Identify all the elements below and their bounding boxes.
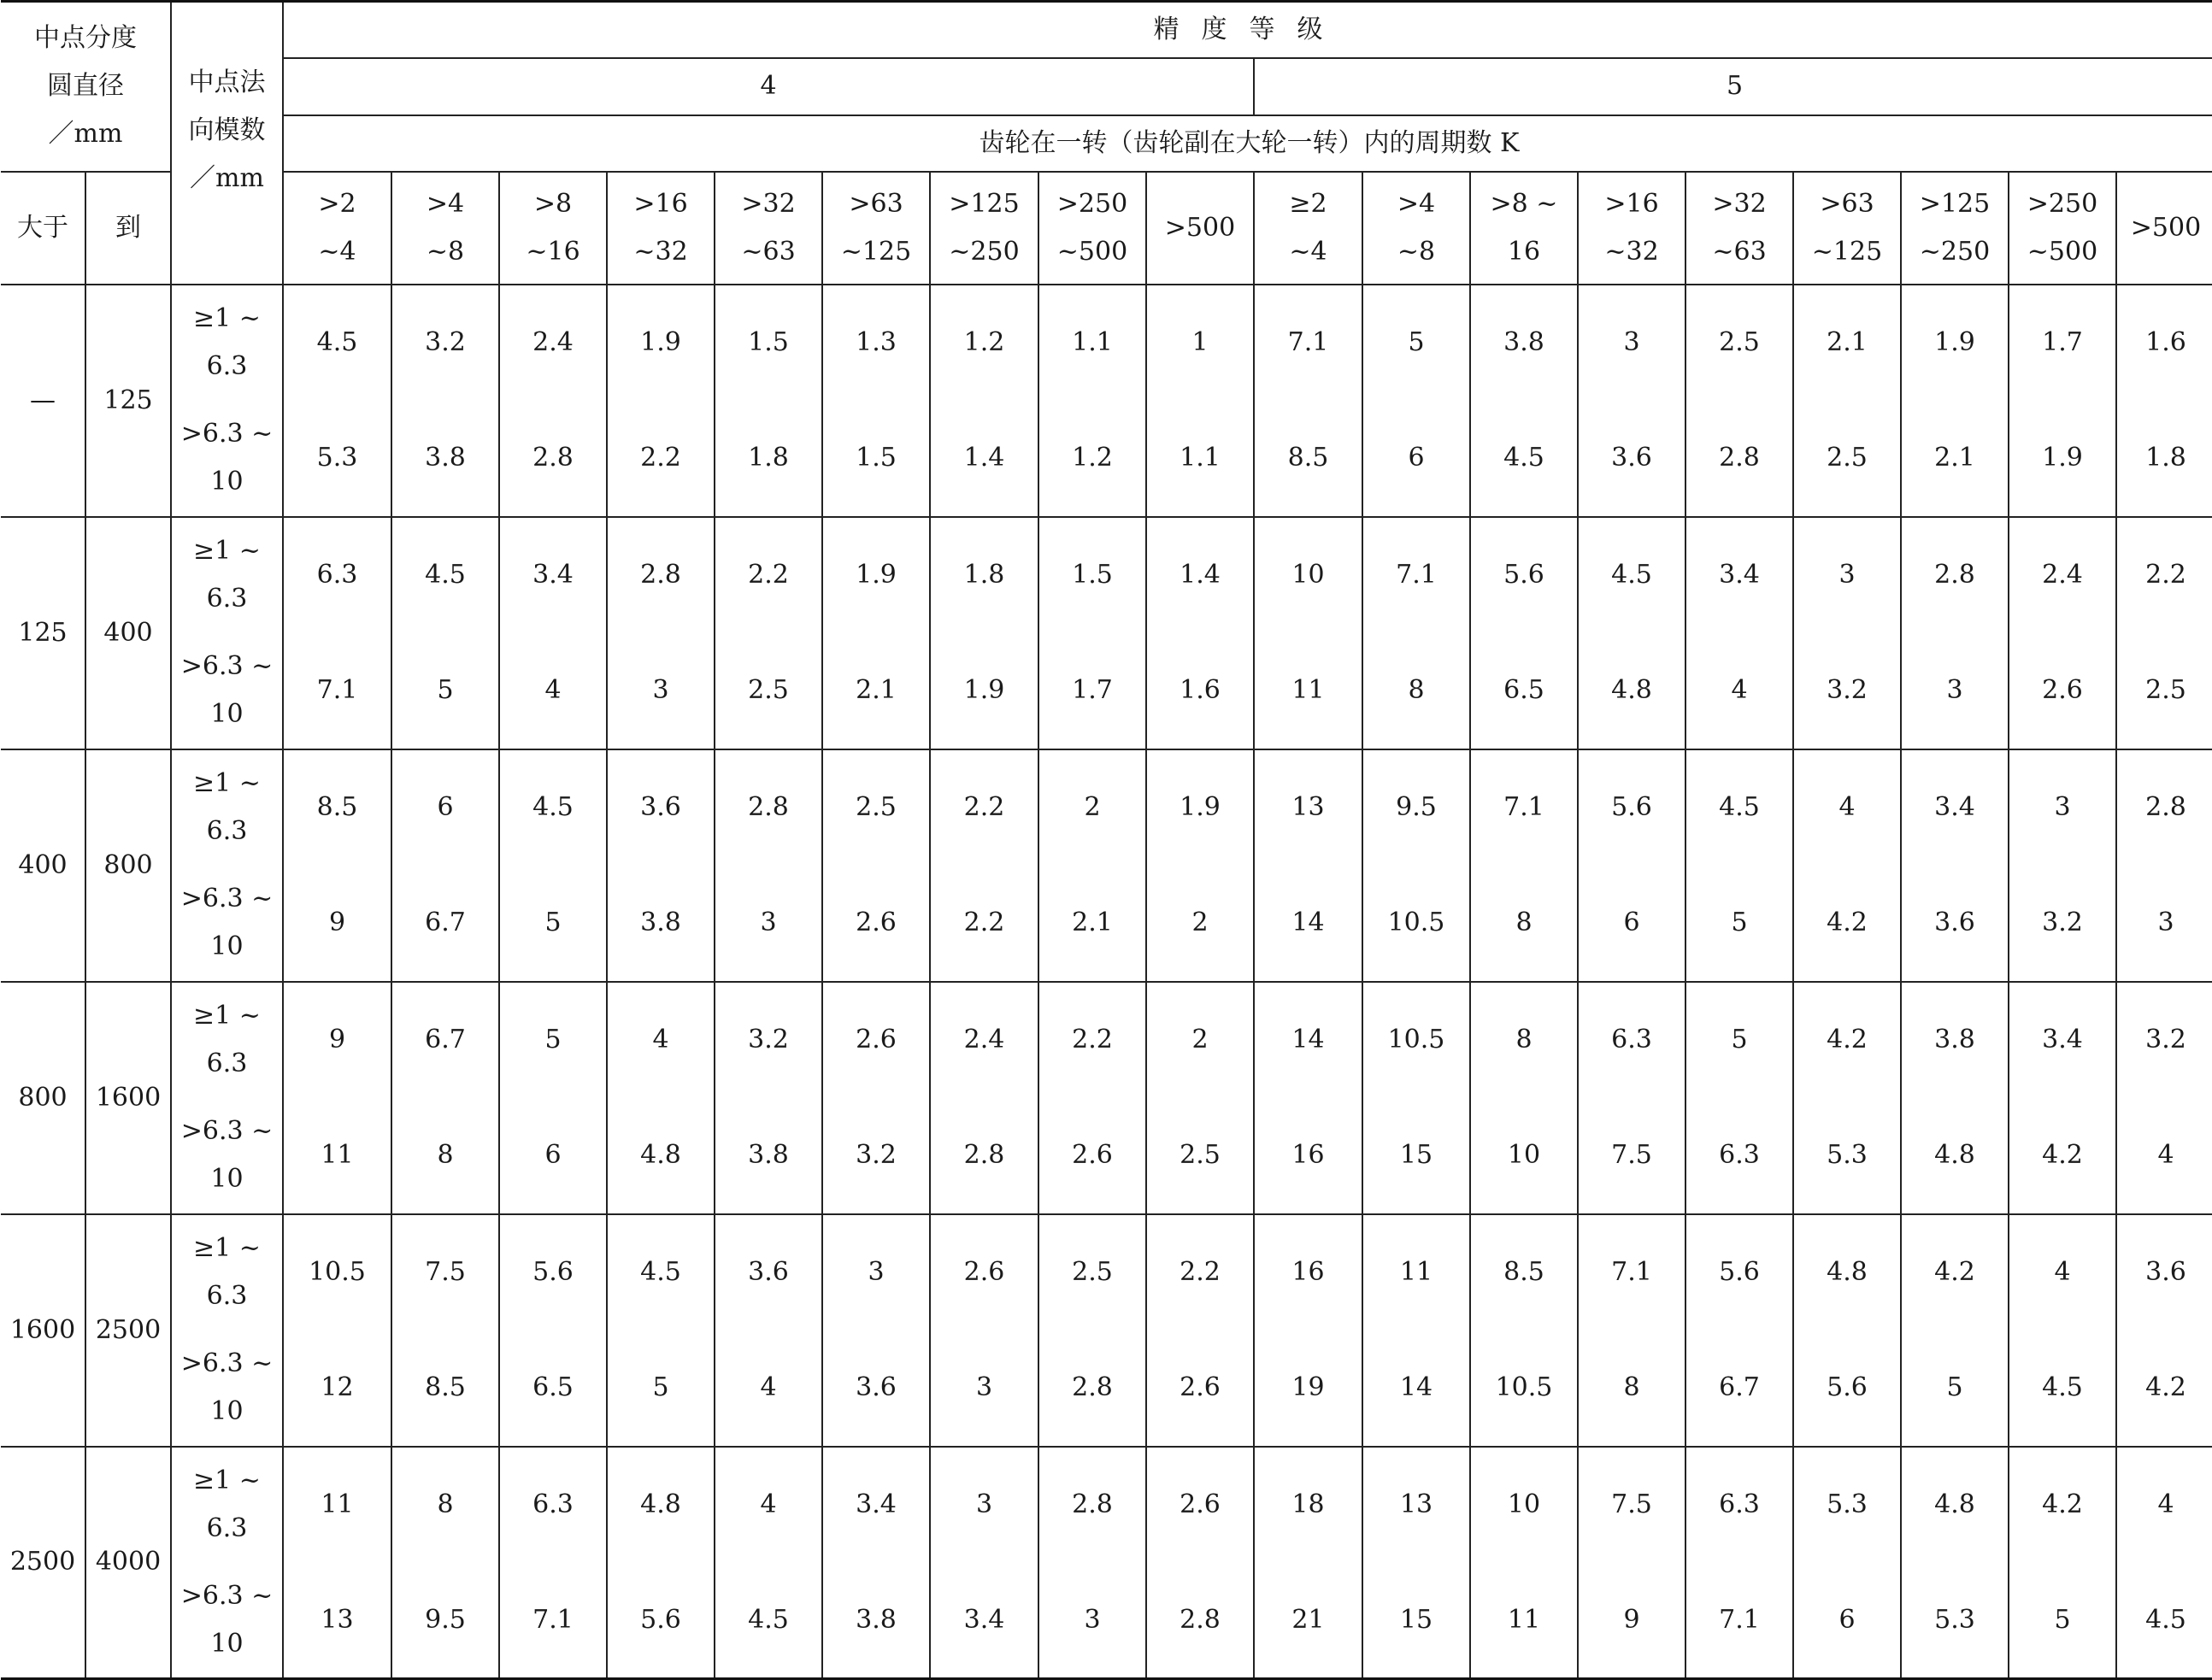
tolerance-value-cell: 5.6	[1578, 749, 1685, 866]
diameter-header: 中点分度 圆直径 ／mm	[1, 2, 171, 172]
tolerance-value-cell: 3.8	[1901, 982, 2009, 1098]
tolerance-value-cell: 8.5	[1470, 1214, 1578, 1330]
tolerance-value-cell: 1.9	[930, 633, 1038, 749]
diameter-to-cell: 800	[85, 749, 171, 982]
tolerance-value-cell: 4.5	[2116, 1563, 2212, 1679]
tolerance-value-cell: 10	[1254, 517, 1362, 633]
module-range-cell: ≥1 ~ 6.3	[171, 285, 283, 401]
tolerance-value-cell: 2.6	[2009, 633, 2116, 749]
tolerance-value-cell: 4	[2116, 1447, 2212, 1563]
tolerance-value-cell: 8.5	[283, 749, 391, 866]
diameter-to-cell: 400	[85, 517, 171, 749]
tolerance-value-cell: 2.2	[715, 517, 822, 633]
tolerance-value-cell: 4	[607, 982, 715, 1098]
tolerance-value-cell: 7.1	[1470, 749, 1578, 866]
tolerance-value-cell: 7.1	[1685, 1563, 1793, 1679]
tolerance-value-cell: 1.9	[1146, 749, 1254, 866]
tolerance-value-cell: 4	[499, 633, 607, 749]
k-column-header: >4 ~8	[1362, 172, 1470, 285]
tolerance-value-cell: 2.1	[822, 633, 930, 749]
tolerance-value-cell: 3.4	[2009, 982, 2116, 1098]
tolerance-value-cell: 1.8	[715, 401, 822, 517]
tolerance-value-cell: 3.2	[715, 982, 822, 1098]
tolerance-value-cell: 2	[1146, 982, 1254, 1098]
table-row	[1, 517, 2212, 633]
tolerance-value-cell: 1.9	[822, 517, 930, 633]
module-header: 中点法 向模数 ／mm	[171, 2, 283, 285]
module-range-cell: >6.3 ~ 10	[171, 1563, 283, 1679]
tolerance-value-cell: 5.3	[1901, 1563, 2009, 1679]
tolerance-value-cell: 4.5	[499, 749, 607, 866]
tolerance-value-cell: 3	[930, 1330, 1038, 1447]
k-column-header: >250 ~500	[2009, 172, 2116, 285]
tolerance-value-cell: 5	[391, 633, 499, 749]
module-range-cell: ≥1 ~ 6.3	[171, 1214, 283, 1330]
to-header: 到	[85, 172, 171, 285]
k-column-header: >16 ~32	[607, 172, 715, 285]
tolerance-value-cell: 13	[283, 1563, 391, 1679]
k-column-header: >125 ~250	[930, 172, 1038, 285]
module-range-cell: ≥1 ~ 6.3	[171, 1447, 283, 1563]
tolerance-value-cell: 7.5	[1578, 1447, 1685, 1563]
tolerance-value-cell: 12	[283, 1330, 391, 1447]
tolerance-value-cell: 4.5	[1578, 517, 1685, 633]
tolerance-value-cell: 2.5	[1146, 1098, 1254, 1214]
tolerance-value-cell: 3.2	[391, 285, 499, 401]
k-column-header: >8 ~16	[499, 172, 607, 285]
tolerance-value-cell: 4.8	[1793, 1214, 1901, 1330]
tolerance-value-cell: 4.8	[607, 1447, 715, 1563]
tolerance-value-cell: 8.5	[391, 1330, 499, 1447]
tolerance-value-cell: 15	[1362, 1098, 1470, 1214]
tolerance-value-cell: 9	[1578, 1563, 1685, 1679]
tolerance-value-cell: 1.5	[715, 285, 822, 401]
tolerance-value-cell: 2.8	[1038, 1447, 1146, 1563]
table-row	[1, 749, 2212, 866]
tolerance-value-cell: 1.4	[1146, 517, 1254, 633]
tolerance-value-cell: 3.4	[499, 517, 607, 633]
tolerance-value-cell: 6.7	[1685, 1330, 1793, 1447]
k-column-header: >500	[2116, 172, 2212, 285]
tolerance-value-cell: 1.7	[1038, 633, 1146, 749]
tolerance-value-cell: 5.6	[607, 1563, 715, 1679]
tolerance-value-cell: 7.1	[1578, 1214, 1685, 1330]
tolerance-value-cell: 10	[1470, 1098, 1578, 1214]
tolerance-value-cell: 3.6	[1901, 866, 2009, 982]
tolerance-value-cell: 11	[1362, 1214, 1470, 1330]
table-row	[1, 982, 2212, 1098]
tolerance-value-cell: 2.5	[1793, 401, 1901, 517]
cycles-header: 齿轮在一转（齿轮副在大轮一转）内的周期数 K	[283, 115, 2212, 172]
k-column-header: ≥2 ~4	[1254, 172, 1362, 285]
tolerance-value-cell: 3.8	[391, 401, 499, 517]
tolerance-value-cell: 7.1	[499, 1563, 607, 1679]
accuracy-grade-header: 精度等级	[283, 2, 2212, 58]
tolerance-value-cell: 14	[1254, 866, 1362, 982]
diameter-from-cell: 125	[1, 517, 85, 749]
tolerance-value-cell: 7.5	[391, 1214, 499, 1330]
tolerance-value-cell: 6.3	[1578, 982, 1685, 1098]
k-column-header: >32 ~63	[715, 172, 822, 285]
tolerance-value-cell: 1.8	[2116, 401, 2212, 517]
tolerance-value-cell: 5.6	[1685, 1214, 1793, 1330]
tolerance-value-cell: 2.6	[1146, 1447, 1254, 1563]
diameter-from-cell: 2500	[1, 1447, 85, 1679]
tolerance-value-cell: 14	[1254, 982, 1362, 1098]
table-row	[1, 1214, 2212, 1330]
tolerance-value-cell: 3.4	[1901, 749, 2009, 866]
tolerance-value-cell: 1.5	[822, 401, 930, 517]
tolerance-value-cell: 1.2	[1038, 401, 1146, 517]
tolerance-value-cell: 4	[715, 1330, 822, 1447]
tolerance-value-cell: 4.5	[2009, 1330, 2116, 1447]
tolerance-value-cell: 3	[822, 1214, 930, 1330]
k-column-header: >2 ~4	[283, 172, 391, 285]
tolerance-value-cell: 2.8	[499, 401, 607, 517]
tolerance-value-cell: 4	[2116, 1098, 2212, 1214]
tolerance-value-cell: 6.7	[391, 982, 499, 1098]
tolerance-value-cell: 2.8	[1685, 401, 1793, 517]
tolerance-value-cell: 5	[607, 1330, 715, 1447]
tolerance-value-cell: 2.5	[715, 633, 822, 749]
tolerance-value-cell: 3	[2009, 749, 2116, 866]
tolerance-value-cell: 3.8	[607, 866, 715, 982]
tolerance-value-cell: 2.8	[715, 749, 822, 866]
tolerance-value-cell: 8	[391, 1098, 499, 1214]
diameter-to-cell: 125	[85, 285, 171, 517]
tolerance-value-cell: 4	[1685, 633, 1793, 749]
tolerance-value-cell: 9	[283, 982, 391, 1098]
tolerance-value-cell: 2.2	[930, 749, 1038, 866]
tolerance-value-cell: 5.6	[1470, 517, 1578, 633]
tolerance-value-cell: 9.5	[391, 1563, 499, 1679]
tolerance-value-cell: 3	[2116, 866, 2212, 982]
tolerance-value-cell: 2.8	[1901, 517, 2009, 633]
tolerance-value-cell: 1.5	[1038, 517, 1146, 633]
tolerance-value-cell: 2.5	[1685, 285, 1793, 401]
grade-4-header: 4	[283, 58, 1254, 115]
tolerance-value-cell: 2.6	[1146, 1330, 1254, 1447]
tolerance-value-cell: 6	[499, 1098, 607, 1214]
module-range-cell: ≥1 ~ 6.3	[171, 982, 283, 1098]
diameter-from-cell: —	[1, 285, 85, 517]
k-column-header: >16 ~32	[1578, 172, 1685, 285]
tolerance-value-cell: 3.6	[822, 1330, 930, 1447]
tolerance-value-cell: 3.2	[1793, 633, 1901, 749]
tolerance-value-cell: 2.4	[499, 285, 607, 401]
tolerance-value-cell: 5	[1901, 1330, 2009, 1447]
tolerance-value-cell: 2.6	[822, 982, 930, 1098]
tolerance-value-cell: 5	[1685, 866, 1793, 982]
tolerance-value-cell: 8	[1470, 866, 1578, 982]
tolerance-value-cell: 6	[1793, 1563, 1901, 1679]
tolerance-value-cell: 2.2	[930, 866, 1038, 982]
tolerance-value-cell: 5	[2009, 1563, 2116, 1679]
module-range-cell: ≥1 ~ 6.3	[171, 749, 283, 866]
tolerance-value-cell: 6.5	[499, 1330, 607, 1447]
tolerance-value-cell: 2.2	[2116, 517, 2212, 633]
tolerance-value-cell: 3.2	[2116, 982, 2212, 1098]
tolerance-value-cell: 3.6	[607, 749, 715, 866]
tolerance-value-cell: 5	[499, 866, 607, 982]
table-row	[1, 633, 2212, 749]
k-column-header: >500	[1146, 172, 1254, 285]
tolerance-value-cell: 6.5	[1470, 633, 1578, 749]
tolerance-value-cell: 2.8	[930, 1098, 1038, 1214]
tolerance-value-cell: 4.8	[607, 1098, 715, 1214]
tolerance-value-cell: 3.6	[1578, 401, 1685, 517]
k-column-header: >4 ~8	[391, 172, 499, 285]
tolerance-value-cell: 2	[1146, 866, 1254, 982]
tolerance-value-cell: 19	[1254, 1330, 1362, 1447]
tolerance-value-cell: 10.5	[1470, 1330, 1578, 1447]
tolerance-value-cell: 4.2	[1793, 866, 1901, 982]
module-range-cell: ≥1 ~ 6.3	[171, 517, 283, 633]
tolerance-value-cell: 3.8	[822, 1563, 930, 1679]
tolerance-value-cell: 3	[1901, 633, 2009, 749]
diameter-from-cell: 400	[1, 749, 85, 982]
k-column-header: >8 ~ 16	[1470, 172, 1578, 285]
tolerance-value-cell: 4.8	[1901, 1447, 2009, 1563]
tolerance-value-cell: 7.1	[1362, 517, 1470, 633]
tolerance-value-cell: 10	[1470, 1447, 1578, 1563]
table-row	[1, 401, 2212, 517]
tolerance-value-cell: 1.9	[607, 285, 715, 401]
diameter-to-cell: 1600	[85, 982, 171, 1214]
tolerance-value-cell: 21	[1254, 1563, 1362, 1679]
tolerance-value-cell: 1.6	[2116, 285, 2212, 401]
module-range-cell: >6.3 ~ 10	[171, 1098, 283, 1214]
tolerance-value-cell: 7.1	[283, 633, 391, 749]
tolerance-value-cell: 2.2	[1146, 1214, 1254, 1330]
tolerance-value-cell: 4.5	[1685, 749, 1793, 866]
tolerance-value-cell: 2.1	[1793, 285, 1901, 401]
tolerance-value-cell: 2	[1038, 749, 1146, 866]
tolerance-value-cell: 11	[283, 1098, 391, 1214]
tolerance-value-cell: 18	[1254, 1447, 1362, 1563]
tolerance-value-cell: 6.3	[283, 517, 391, 633]
tolerance-value-cell: 3	[715, 866, 822, 982]
tolerance-value-cell: 6.3	[1685, 1447, 1793, 1563]
tolerance-value-cell: 5.3	[1793, 1447, 1901, 1563]
tolerance-value-cell: 6	[1362, 401, 1470, 517]
tolerance-value-cell: 3.4	[1685, 517, 1793, 633]
tolerance-value-cell: 1.3	[822, 285, 930, 401]
tolerance-value-cell: 9.5	[1362, 749, 1470, 866]
tolerance-value-cell: 2.6	[822, 866, 930, 982]
diameter-from-cell: 800	[1, 982, 85, 1214]
tolerance-value-cell: 4.5	[391, 517, 499, 633]
tolerance-value-cell: 13	[1362, 1447, 1470, 1563]
k-column-header: >63 ~125	[822, 172, 930, 285]
tolerance-value-cell: 2.2	[607, 401, 715, 517]
k-column-header: >63 ~125	[1793, 172, 1901, 285]
table-row	[1, 1563, 2212, 1679]
tolerance-value-cell: 3	[607, 633, 715, 749]
tolerance-value-cell: 2.6	[1038, 1098, 1146, 1214]
tolerance-value-cell: 1.8	[930, 517, 1038, 633]
diameter-to-cell: 4000	[85, 1447, 171, 1679]
tolerance-value-cell: 4.5	[1470, 401, 1578, 517]
tolerance-value-cell: 6.3	[1685, 1098, 1793, 1214]
tolerance-value-cell: 9	[283, 866, 391, 982]
tolerance-value-cell: 2.2	[1038, 982, 1146, 1098]
tolerance-value-cell: 4	[1793, 749, 1901, 866]
tolerance-value-cell: 3.4	[930, 1563, 1038, 1679]
tolerance-value-cell: 4.8	[1578, 633, 1685, 749]
tolerance-value-cell: 8	[1470, 982, 1578, 1098]
tolerance-value-cell: 7.1	[1254, 285, 1362, 401]
tolerance-value-cell: 3.8	[1470, 285, 1578, 401]
module-range-cell: >6.3 ~ 10	[171, 866, 283, 982]
tolerance-value-cell: 1.4	[930, 401, 1038, 517]
tolerance-value-cell: 2.5	[2116, 633, 2212, 749]
tolerance-value-cell: 5	[499, 982, 607, 1098]
tolerance-value-cell: 2.8	[2116, 749, 2212, 866]
tolerance-value-cell: 5.6	[499, 1214, 607, 1330]
diameter-to-cell: 2500	[85, 1214, 171, 1447]
table-row	[1, 285, 2212, 401]
tolerance-value-cell: 5	[1685, 982, 1793, 1098]
tolerance-value-cell: 8	[391, 1447, 499, 1563]
tolerance-value-cell: 1.9	[2009, 401, 2116, 517]
tolerance-value-cell: 4.5	[607, 1214, 715, 1330]
tolerance-value-cell: 3	[1793, 517, 1901, 633]
tolerance-value-cell: 10.5	[283, 1214, 391, 1330]
tolerance-value-cell: 2.8	[607, 517, 715, 633]
from-header: 大于	[1, 172, 85, 285]
module-range-cell: >6.3 ~ 10	[171, 1330, 283, 1447]
tolerance-value-cell: 11	[283, 1447, 391, 1563]
tolerance-value-cell: 8	[1578, 1330, 1685, 1447]
tolerance-value-cell: 3.2	[822, 1098, 930, 1214]
tolerance-value-cell: 5.3	[283, 401, 391, 517]
tolerance-value-cell: 6	[391, 749, 499, 866]
tolerance-table	[1, 0, 2212, 1680]
tolerance-value-cell: 6.3	[499, 1447, 607, 1563]
tolerance-value-cell: 10.5	[1362, 982, 1470, 1098]
table-row	[1, 866, 2212, 982]
tolerance-value-cell: 2.8	[1038, 1330, 1146, 1447]
diameter-from-cell: 1600	[1, 1214, 85, 1447]
tolerance-value-cell: 11	[1254, 633, 1362, 749]
tolerance-value-cell: 8	[1362, 633, 1470, 749]
k-column-header: >250 ~500	[1038, 172, 1146, 285]
tolerance-value-cell: 5	[1362, 285, 1470, 401]
tolerance-value-cell: 4.5	[715, 1563, 822, 1679]
tolerance-value-cell: 3.6	[715, 1214, 822, 1330]
tolerance-value-cell: 1.6	[1146, 633, 1254, 749]
tolerance-value-cell: 2.5	[822, 749, 930, 866]
tolerance-value-cell: 13	[1254, 749, 1362, 866]
tolerance-value-cell: 4	[2009, 1214, 2116, 1330]
tolerance-value-cell: 4.2	[2009, 1098, 2116, 1214]
tolerance-value-cell: 4.8	[1901, 1098, 2009, 1214]
tolerance-value-cell: 3	[930, 1447, 1038, 1563]
tolerance-value-cell: 3	[1578, 285, 1685, 401]
tolerance-value-cell: 16	[1254, 1214, 1362, 1330]
tolerance-value-cell: 1.7	[2009, 285, 2116, 401]
k-column-header: >32 ~63	[1685, 172, 1793, 285]
tolerance-value-cell: 1.9	[1901, 285, 2009, 401]
tolerance-value-cell: 10.5	[1362, 866, 1470, 982]
tolerance-value-cell: 2.4	[2009, 517, 2116, 633]
tolerance-value-cell: 2.8	[1146, 1563, 1254, 1679]
tolerance-value-cell: 5.6	[1793, 1330, 1901, 1447]
tolerance-value-cell: 16	[1254, 1098, 1362, 1214]
tolerance-value-cell: 6.7	[391, 866, 499, 982]
table-row	[1, 1098, 2212, 1214]
k-column-header: >125 ~250	[1901, 172, 2009, 285]
tolerance-value-cell: 1.1	[1146, 401, 1254, 517]
tolerance-value-cell: 2.4	[930, 982, 1038, 1098]
tolerance-value-cell: 1	[1146, 285, 1254, 401]
tolerance-value-cell: 6	[1578, 866, 1685, 982]
module-range-cell: >6.3 ~ 10	[171, 401, 283, 517]
tolerance-value-cell: 3	[1038, 1563, 1146, 1679]
tolerance-value-cell: 4	[715, 1447, 822, 1563]
module-range-cell: >6.3 ~ 10	[171, 633, 283, 749]
tolerance-value-cell: 2.1	[1038, 866, 1146, 982]
table-row	[1, 1447, 2212, 1563]
table-row	[1, 1330, 2212, 1447]
tolerance-value-cell: 3.8	[715, 1098, 822, 1214]
tolerance-value-cell: 2.5	[1038, 1214, 1146, 1330]
tolerance-value-cell: 2.1	[1901, 401, 2009, 517]
tolerance-value-cell: 14	[1362, 1330, 1470, 1447]
tolerance-value-cell: 4.2	[1901, 1214, 2009, 1330]
tolerance-value-cell: 3.4	[822, 1447, 930, 1563]
tolerance-value-cell: 1.2	[930, 285, 1038, 401]
tolerance-value-cell: 4.5	[283, 285, 391, 401]
tolerance-value-cell: 15	[1362, 1563, 1470, 1679]
tolerance-value-cell: 8.5	[1254, 401, 1362, 517]
tolerance-value-cell: 5.3	[1793, 1098, 1901, 1214]
grade-5-header: 5	[1254, 58, 2212, 115]
tolerance-value-cell: 2.6	[930, 1214, 1038, 1330]
tolerance-value-cell: 1.1	[1038, 285, 1146, 401]
tolerance-value-cell: 4.2	[2116, 1330, 2212, 1447]
tolerance-value-cell: 3.2	[2009, 866, 2116, 982]
tolerance-value-cell: 3.6	[2116, 1214, 2212, 1330]
tolerance-value-cell: 7.5	[1578, 1098, 1685, 1214]
tolerance-value-cell: 4.2	[2009, 1447, 2116, 1563]
tolerance-value-cell: 4.2	[1793, 982, 1901, 1098]
tolerance-value-cell: 11	[1470, 1563, 1578, 1679]
